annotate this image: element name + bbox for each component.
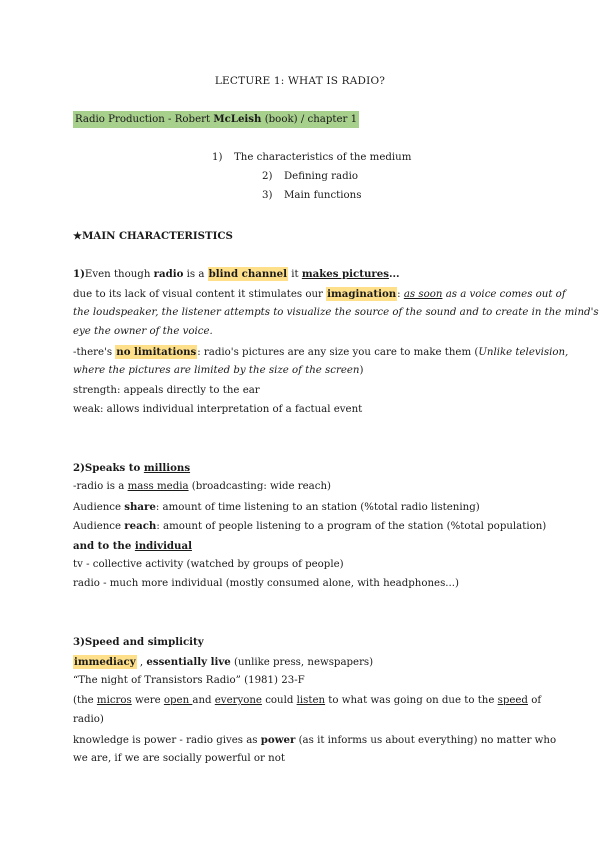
s1-line-8: weak: allows individual interpretation of a factual event (73, 404, 363, 415)
outline-text: Main functions (284, 190, 362, 201)
outline-item-2 (262, 170, 358, 184)
source-prefix: Radio Production - Robert (75, 114, 214, 125)
outline-item-3 (262, 189, 361, 203)
page-title: LECTURE 1: WHAT IS RADIO? (214, 75, 386, 87)
star-icon: ★ (73, 230, 83, 242)
s3-heading: 3)Speed and simplicity (73, 636, 204, 648)
outline-text: Defining radio (284, 171, 358, 182)
highlight-imagination: imagination (327, 288, 397, 300)
s3-line-1: immediacy , essentially live (unlike press, newspapers) (74, 656, 374, 668)
s1-line-5: -there's no limitations: radio's pictures are any size you care to make them (Unlike television, (73, 346, 569, 358)
s1-line-2: due to its lack of visual content it stimulates our imagination: as soon as a voice comes out of (73, 288, 566, 300)
s2-heading: 2)Speaks to millions (73, 462, 191, 474)
outline-item-1 (212, 151, 411, 165)
s2-line-4: and to the individual (73, 540, 192, 552)
s2-line-1: -radio is a mass media (broadcasting: wide reach) (73, 481, 331, 492)
source-suffix: (book) / chapter 1 (261, 114, 358, 125)
s3-line-4: radio) (73, 714, 104, 725)
s3-line-3: (the micros were open and everyone could listen to what was going on due to the speed of (73, 695, 542, 706)
s1-line-4: eye the owner of the voice. (73, 326, 213, 337)
source-highlight (73, 111, 359, 128)
s3-line-6: we are, if we are socially powerful or not (73, 753, 285, 764)
section-heading-main (73, 229, 233, 243)
source-reference (73, 112, 359, 127)
main-heading-text: MAIN CHARACTERISTICS (82, 230, 233, 242)
outline-text: The characteristics of the medium (234, 152, 412, 163)
outline-num: 2) (262, 171, 273, 182)
outline-num: 3) (262, 190, 273, 201)
s2-line-2: Audience share: amount of time listening to an station (%total radio listening) (73, 501, 480, 513)
outline-num: 1) (212, 152, 223, 163)
s1-line-6: where the pictures are limited by the size of the screen) (73, 365, 364, 376)
highlight-immediacy: immediacy (74, 656, 136, 668)
s2-line-3: Audience reach: amount of people listening to a program of the station (%total population) (73, 520, 547, 532)
s2-line-6: radio - much more individual (mostly consumed alone, with headphones...) (73, 578, 459, 589)
highlight-no-limitations: no limitations (116, 346, 197, 358)
s1-line-7: strength: appeals directly to the ear (73, 385, 260, 396)
s1-line-1: 1)Even though radio is a blind channel it makes pictures... (73, 268, 400, 280)
s1-line-3: the loudspeaker, the listener attempts to visualize the source of the sound and to create in the mind's (73, 307, 599, 318)
s2-line-5: tv - collective activity (watched by groups of people) (73, 559, 344, 570)
s3-line-5: knowledge is power - radio gives as power (as it informs us about everything) no matter who (73, 734, 557, 746)
source-author: McLeish (213, 113, 262, 125)
s3-line-2: “The night of Transistors Radio” (1981) 23-F (73, 675, 305, 686)
highlight-blind-channel: blind channel (208, 268, 287, 280)
